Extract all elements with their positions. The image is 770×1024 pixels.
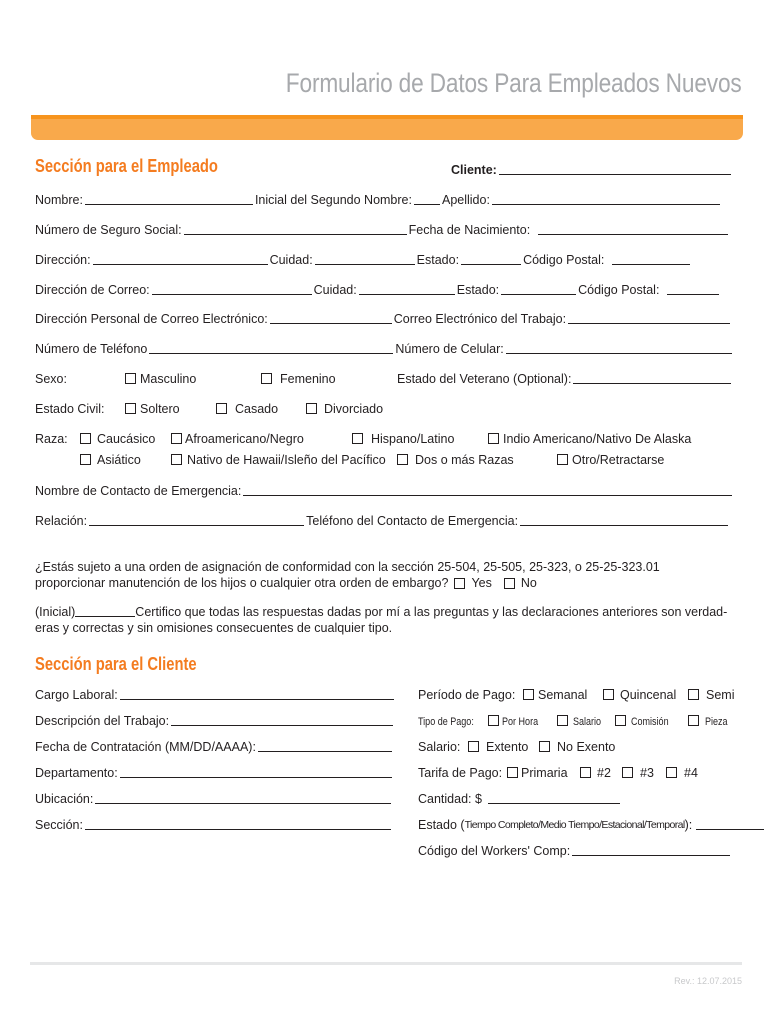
casado-option[interactable] xyxy=(216,400,278,416)
semi-checkbox[interactable] xyxy=(688,689,699,700)
primaria-checkbox[interactable] xyxy=(507,767,518,778)
sexo-label-wrap xyxy=(35,370,67,386)
codigo-postal2-label: Código Postal: xyxy=(578,283,660,297)
revision-label: Rev.: 12.07.2015 xyxy=(674,976,742,986)
descripcion-label: Descripción del Trabajo: xyxy=(35,714,170,728)
codigo-postal-input[interactable] xyxy=(612,264,690,265)
comision-checkbox[interactable] xyxy=(615,715,626,726)
tarifa-pago-label: Tarifa de Pago: xyxy=(418,766,503,780)
hawaii-option[interactable] xyxy=(171,451,386,467)
asiatico-option[interactable] xyxy=(80,451,141,467)
row-direccion xyxy=(35,251,692,267)
salario-opt-option[interactable] xyxy=(557,712,607,728)
afroamericano-checkbox[interactable] xyxy=(171,433,182,444)
quincenal-label: Quincenal xyxy=(620,688,677,702)
soltero-option[interactable] xyxy=(125,400,180,416)
raza-label: Raza: xyxy=(35,432,68,446)
cargo-label: Cargo Laboral: xyxy=(35,688,118,702)
cert-line1: Certifico que todas las respuestas dadas por mí a las preguntas y las declaraciones anteriores son verdad- xyxy=(135,605,728,619)
estado-input[interactable] xyxy=(461,264,521,265)
direccion-input[interactable] xyxy=(93,264,268,265)
semanal-option[interactable] xyxy=(523,686,587,702)
page-title: Formulario de Datos Para Empleados Nuevos xyxy=(286,68,742,98)
n2-checkbox[interactable] xyxy=(580,767,591,778)
periodo-pago-label: Período de Pago: xyxy=(418,688,516,702)
cantidad-input[interactable] xyxy=(488,803,620,804)
otro-checkbox[interactable] xyxy=(557,454,568,465)
certification xyxy=(35,604,740,636)
yes-label: Yes xyxy=(471,576,492,590)
no-exento-option[interactable] xyxy=(539,738,615,754)
por-hora-option[interactable] xyxy=(488,712,546,728)
nombre-input[interactable] xyxy=(85,204,253,205)
veterano-label: Estado del Veterano (Optional): xyxy=(397,372,572,386)
orden-line2-wrap xyxy=(35,575,740,591)
ubicacion-label: Ubicación: xyxy=(35,792,94,806)
indio-label: Indio Americano/Nativo De Alaska xyxy=(503,432,692,446)
email-personal-input[interactable] xyxy=(270,323,392,324)
femenino-option[interactable] xyxy=(261,370,336,386)
tipo-pago-label: Tipo de Pago: xyxy=(418,716,474,728)
cuidad-label: Cuidad: xyxy=(269,253,313,267)
divorciado-label: Divorciado xyxy=(324,402,384,416)
email-trabajo-label: Correo Electrónico del Trabajo: xyxy=(393,312,567,326)
no-exento-label: No Exento xyxy=(557,740,616,754)
casado-label: Casado xyxy=(235,402,279,416)
divorciado-checkbox[interactable] xyxy=(306,403,317,414)
comision-label: Comisión xyxy=(631,716,669,728)
hawaii-checkbox[interactable] xyxy=(171,454,182,465)
extento-label: Extento xyxy=(486,740,529,754)
cuidad-input[interactable] xyxy=(315,264,415,265)
cantidad-field xyxy=(418,790,622,806)
pieza-option[interactable] xyxy=(688,712,733,728)
row-relacion xyxy=(35,512,730,528)
row-ubicacion xyxy=(35,790,393,806)
veterano-field xyxy=(397,370,733,386)
email-personal-label: Dirección Personal de Correo Electrónico: xyxy=(35,312,268,326)
semi-option[interactable] xyxy=(688,686,734,702)
celular-label: Número de Celular: xyxy=(395,342,504,356)
raza-label-wrap xyxy=(35,430,68,446)
cargo-input[interactable] xyxy=(120,699,394,700)
semi-label: Semi xyxy=(706,688,735,702)
no-exento-checkbox[interactable] xyxy=(539,741,550,752)
nombre-label: Nombre: xyxy=(35,193,83,207)
quincenal-option[interactable] xyxy=(603,686,676,702)
ssn-input[interactable] xyxy=(184,234,407,235)
salario-label-wrap xyxy=(418,738,460,754)
apellido-input[interactable] xyxy=(492,204,720,205)
orden-line2: proporcionar manutención de los hijos o cualquier otra orden de embargo? xyxy=(35,576,449,590)
afroamericano-option[interactable] xyxy=(171,430,304,446)
telefono-emergencia-label: Teléfono del Contacto de Emergencia: xyxy=(306,514,519,528)
inicial-label: Inicial del Segundo Nombre: xyxy=(254,193,412,207)
extento-checkbox[interactable] xyxy=(468,741,479,752)
contacto-emergencia-input[interactable] xyxy=(243,495,732,496)
hispano-checkbox[interactable] xyxy=(352,433,363,444)
row-descripcion xyxy=(35,712,395,728)
otro-option[interactable] xyxy=(557,451,664,467)
n2-label: #2 xyxy=(597,766,611,780)
caucasico-option[interactable] xyxy=(80,430,155,446)
departamento-label: Departamento: xyxy=(35,766,118,780)
semanal-checkbox[interactable] xyxy=(523,689,534,700)
row-contacto-emergencia xyxy=(35,482,734,498)
tarifa-pago-label-wrap xyxy=(418,764,502,780)
hawaii-label: Nativo de Hawaii/Isleño del Pacífico xyxy=(187,453,386,467)
no-label: No xyxy=(520,576,537,590)
estado-empleo-field xyxy=(418,816,766,832)
fecha-contratacion-input[interactable] xyxy=(258,751,392,752)
telefono-input[interactable] xyxy=(149,353,393,354)
workers-comp-field xyxy=(418,842,732,858)
departamento-input[interactable] xyxy=(120,777,392,778)
row-seccion xyxy=(35,816,393,832)
row-nombre xyxy=(35,191,722,207)
relacion-label: Relación: xyxy=(35,514,88,528)
cert-line2: eras y correctas y sin omisiones consecuentes de cualquier tipo. xyxy=(35,621,393,635)
salario-label: Salario: xyxy=(418,740,461,754)
direccion-correo-input[interactable] xyxy=(152,294,312,295)
ubicacion-input[interactable] xyxy=(95,803,391,804)
masculino-checkbox[interactable] xyxy=(125,373,136,384)
comision-option[interactable] xyxy=(615,712,677,728)
fecha-contratacion-label: Fecha de Contratación (MM/DD/AAAA): xyxy=(35,740,256,754)
direccion-correo-label: Dirección de Correo: xyxy=(35,283,150,297)
estado-empleo-input[interactable] xyxy=(696,829,764,830)
dos-razas-label: Dos o más Razas xyxy=(415,453,514,467)
row-cargo xyxy=(35,686,396,702)
descripcion-input[interactable] xyxy=(171,725,393,726)
estado-civil-label: Estado Civil: xyxy=(35,402,105,416)
inicial-cert-label: (Inicial) xyxy=(35,605,76,619)
soltero-checkbox[interactable] xyxy=(125,403,136,414)
row-fecha-contratacion xyxy=(35,738,394,754)
cliente-label: Cliente: xyxy=(451,163,497,177)
primaria-option[interactable] xyxy=(507,764,568,780)
row-email xyxy=(35,310,732,326)
codigo-postal2-input[interactable] xyxy=(667,294,719,295)
header-bar xyxy=(31,119,743,140)
row-ssn xyxy=(35,221,730,237)
salario-opt-label: Salario xyxy=(573,716,602,728)
seccion-label: Sección: xyxy=(35,818,83,832)
caucasico-label: Caucásico xyxy=(97,432,156,446)
n3-checkbox[interactable] xyxy=(622,767,633,778)
cantidad-label: Cantidad: $ xyxy=(418,792,482,806)
row-telefono xyxy=(35,340,734,356)
soltero-label: Soltero xyxy=(140,402,180,416)
workers-comp-label: Código del Workers' Comp: xyxy=(418,844,571,858)
n3-label: #3 xyxy=(640,766,654,780)
semanal-label: Semanal xyxy=(538,688,588,702)
relacion-input[interactable] xyxy=(89,525,304,526)
direccion-label: Dirección: xyxy=(35,253,91,267)
no-checkbox[interactable] xyxy=(504,578,515,589)
inicial-cert-input[interactable] xyxy=(75,616,135,617)
estado-empleo-detail: Tiempo Completo/Medio Tiempo/Estacional/Temporal xyxy=(464,819,685,831)
hispano-option[interactable] xyxy=(352,430,454,446)
row-departamento xyxy=(35,764,394,780)
n4-checkbox[interactable] xyxy=(666,767,677,778)
quincenal-checkbox[interactable] xyxy=(603,689,614,700)
estado-label: Estado: xyxy=(416,253,460,267)
divorciado-option[interactable] xyxy=(306,400,383,416)
apellido-label: Apellido: xyxy=(441,193,490,207)
sexo-label: Sexo: xyxy=(35,372,67,386)
indio-checkbox[interactable] xyxy=(488,433,499,444)
fecha-nacimiento-input[interactable] xyxy=(538,234,728,235)
por-hora-label: Por Hora xyxy=(502,716,539,728)
otro-label: Otro/Retractarse xyxy=(572,453,665,467)
masculino-label: Masculino xyxy=(140,372,197,386)
afroamericano-label: Afroamericano/Negro xyxy=(185,432,304,446)
telefono-label: Número de Teléfono xyxy=(35,342,148,356)
hispano-label: Hispano/Latino xyxy=(371,432,455,446)
ssn-label: Número de Seguro Social: xyxy=(35,223,182,237)
asiatico-checkbox[interactable] xyxy=(80,454,91,465)
orden-question xyxy=(35,559,740,591)
por-hora-checkbox[interactable] xyxy=(488,715,499,726)
caucasico-checkbox[interactable] xyxy=(80,433,91,444)
veterano-input[interactable] xyxy=(573,383,731,384)
salario-opt-checkbox[interactable] xyxy=(557,715,568,726)
dos-razas-option[interactable] xyxy=(397,451,514,467)
estado-civil-label-wrap xyxy=(35,400,104,416)
masculino-option[interactable] xyxy=(125,370,196,386)
cuidad2-input[interactable] xyxy=(359,294,455,295)
cliente-field xyxy=(451,161,733,177)
casado-checkbox[interactable] xyxy=(216,403,227,414)
cuidad2-label: Cuidad: xyxy=(313,283,357,297)
estado2-input[interactable] xyxy=(501,294,576,295)
telefono-emergencia-input[interactable] xyxy=(520,525,728,526)
pieza-checkbox[interactable] xyxy=(688,715,699,726)
employee-section-heading: Sección para el Empleado xyxy=(35,156,218,176)
client-section-heading: Sección para el Cliente xyxy=(35,654,197,674)
tipo-pago-row xyxy=(418,712,490,728)
email-trabajo-input[interactable] xyxy=(568,323,730,324)
row-direccion-correo xyxy=(35,281,721,297)
extento-option[interactable] xyxy=(468,738,528,754)
fecha-nacimiento-label: Fecha de Nacimiento: xyxy=(408,223,531,237)
codigo-postal-label: Código Postal: xyxy=(523,253,605,267)
estado-empleo-label: Estado ( xyxy=(418,818,465,832)
footer-divider xyxy=(30,962,742,965)
estado-empleo-close: ): xyxy=(684,818,693,832)
orden-line1: ¿Estás sujeto a una orden de asignación de conformidad con la sección 25-504, 25-505, 25-323, o 25-25-323.01 xyxy=(35,560,660,574)
seccion-input[interactable] xyxy=(85,829,391,830)
workers-comp-input[interactable] xyxy=(572,855,730,856)
yes-checkbox[interactable] xyxy=(454,578,465,589)
contacto-emergencia-label: Nombre de Contacto de Emergencia: xyxy=(35,484,242,498)
cert-line1-wrap xyxy=(35,604,740,620)
n4-option[interactable] xyxy=(666,764,698,780)
femenino-checkbox[interactable] xyxy=(261,373,272,384)
asiatico-label: Asiático xyxy=(97,453,141,467)
indio-option[interactable] xyxy=(488,430,691,446)
primaria-label: Primaria xyxy=(521,766,568,780)
femenino-label: Femenino xyxy=(280,372,336,386)
cliente-input[interactable] xyxy=(499,174,731,175)
n3-option[interactable] xyxy=(622,764,654,780)
estado2-label: Estado: xyxy=(456,283,500,297)
celular-input[interactable] xyxy=(506,353,732,354)
inicial-input[interactable] xyxy=(414,204,440,205)
periodo-pago-label-wrap xyxy=(418,686,515,702)
dos-razas-checkbox[interactable] xyxy=(397,454,408,465)
n4-label: #4 xyxy=(684,766,698,780)
pieza-label: Pieza xyxy=(705,716,728,728)
n2-option[interactable] xyxy=(580,764,611,780)
